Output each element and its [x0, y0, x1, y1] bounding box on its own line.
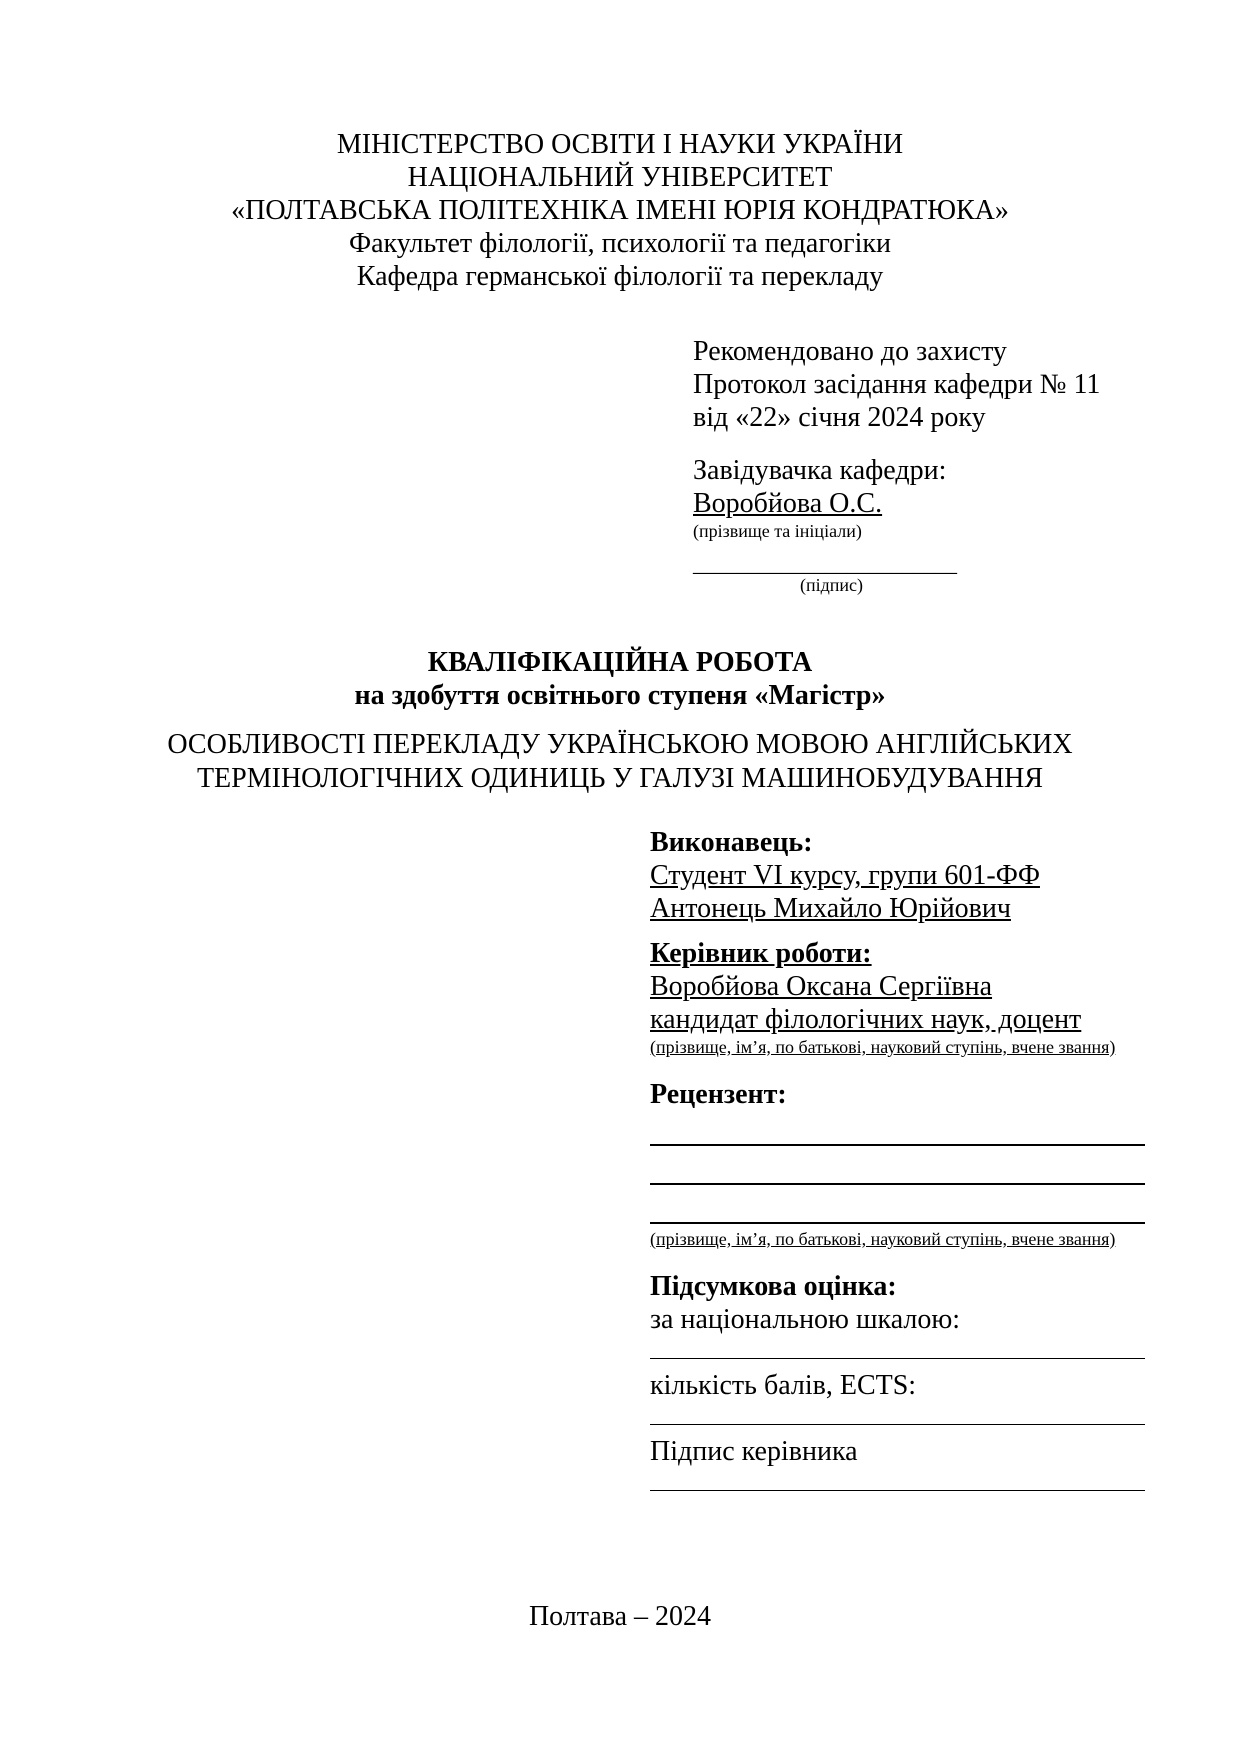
faculty-line: Факультет філології, психології та педагогіки	[349, 228, 891, 259]
reviewer-blank-line	[650, 1189, 1145, 1224]
city-year-footer	[0, 1600, 1240, 1633]
department-head-label: Завідувачка кафедри:	[693, 455, 947, 486]
participants-block	[650, 826, 1150, 1501]
department-head-name: Воробйова О.С.	[693, 488, 883, 519]
ects-label: кількість балів, ECTS:	[650, 1370, 917, 1401]
reviewer-blank-line	[650, 1111, 1145, 1146]
executor-name: Антонець Михайло Юрійович	[650, 893, 1011, 924]
supervisor-label: Керівник роботи:	[650, 938, 872, 969]
supervisor-signature-label: Підпис керівника	[650, 1436, 858, 1467]
national-scale-blank	[650, 1336, 1145, 1359]
department-line: Кафедра германської філології та перекладу	[356, 261, 884, 292]
institution-header	[0, 128, 1240, 293]
defense-approval-block	[693, 335, 1193, 596]
topic-line-2: ТЕРМІНОЛОГІЧНИХ ОДИНИЦЬ У ГАЛУЗІ МАШИНОБУДУВАННЯ	[196, 763, 1044, 794]
thesis-topic	[0, 728, 1240, 796]
degree-line: на здобуття освітнього ступеня «Магістр»	[354, 680, 886, 711]
protocol-date-line: від «22» січня 2024 року	[693, 402, 986, 433]
work-type-line: КВАЛІФІКАЦІЙНА РОБОТА	[427, 647, 813, 678]
ministry-line: МІНІСТЕРСТВО ОСВІТИ І НАУКИ УКРАЇНИ	[336, 129, 904, 160]
supervisor-name: Воробйова Оксана Сергіївна	[650, 971, 993, 1002]
executor-label: Виконавець:	[650, 827, 813, 858]
protocol-line: Протокол засідання кафедри № 11	[693, 369, 1101, 400]
university-line-1: НАЦІОНАЛЬНИЙ УНІВЕРСИТЕТ	[407, 162, 833, 193]
supervisor-degree: кандидат філологічних наук, доцент	[650, 1004, 1082, 1035]
recommended-line: Рекомендовано до захисту	[693, 336, 1007, 367]
executor-group: Студент VI курсу, групи 601-ФФ	[650, 860, 1040, 891]
head-name-note: (прізвище та ініціали)	[693, 521, 862, 541]
university-line-2: «ПОЛТАВСЬКА ПОЛІТЕХНІКА ІМЕНІ ЮРІЯ КОНДРАТЮКА»	[231, 195, 1009, 226]
head-signature-caption: (підпис)	[800, 575, 864, 595]
reviewer-label: Рецензент:	[650, 1079, 787, 1110]
supervisor-note: (прізвище, ім’я, по батькові, науковий ступінь, вчене звання)	[650, 1037, 1116, 1057]
final-grade-label: Підсумкова оцінка:	[650, 1271, 897, 1302]
ects-blank	[650, 1402, 1145, 1425]
reviewer-blank-line	[650, 1150, 1145, 1185]
head-signature-line: ________________________	[693, 551, 957, 576]
reviewer-note: (прізвище, ім’я, по батькові, науковий ступінь, вчене звання)	[650, 1229, 1116, 1249]
work-title	[0, 646, 1240, 712]
topic-line-1: ОСОБЛИВОСТІ ПЕРЕКЛАДУ УКРАЇНСЬКОЮ МОВОЮ АНГЛІЙСЬКИХ	[167, 729, 1073, 760]
city-year: Полтава – 2024	[528, 1601, 712, 1632]
national-scale-label: за національною шкалою:	[650, 1304, 961, 1335]
supervisor-signature-blank	[650, 1468, 1145, 1491]
